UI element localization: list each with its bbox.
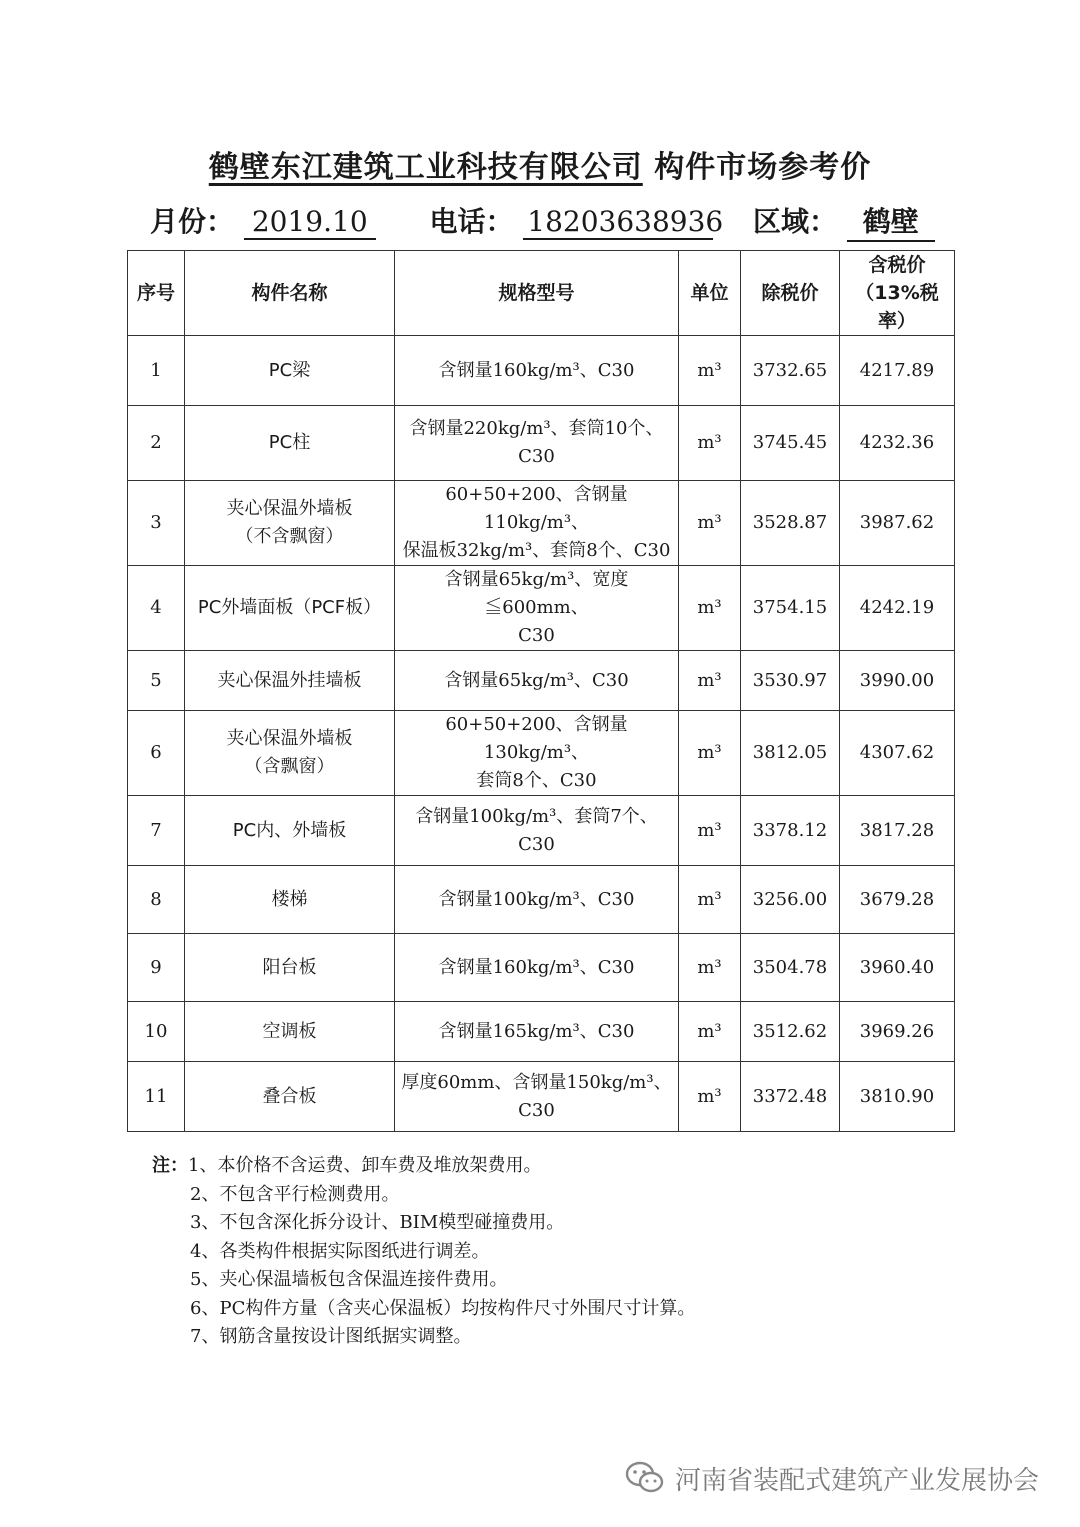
- row-name-line1: PC内、外墙板: [232, 819, 347, 841]
- row-spec-line1: 厚度60mm、含钢量150kg/m³、C30: [401, 1071, 672, 1121]
- watermark: [625, 1458, 1039, 1498]
- row-price-ex: [741, 1062, 840, 1132]
- row-unit-text: m³: [697, 359, 722, 381]
- row-unit: [679, 651, 741, 711]
- meta-line: [150, 200, 950, 242]
- month-value: 2019.10: [244, 205, 376, 240]
- row-no-text: 7: [150, 819, 162, 841]
- row-price-ex-text: 3530.97: [752, 669, 828, 691]
- row-no: [128, 796, 185, 866]
- row-price-ex: [741, 1002, 840, 1062]
- note-item: 5、夹心保温墙板包含保温连接件费用。: [190, 1269, 508, 1290]
- row-no: [128, 1062, 185, 1132]
- row-price-ex: [741, 481, 840, 566]
- row-spec-line1: 60+50+200、含钢量130kg/m³、: [445, 714, 628, 763]
- note-item: 2、不包含平行检测费用。: [190, 1183, 400, 1205]
- row-name: [185, 796, 395, 866]
- row-price-ex-text: 3504.78: [752, 956, 828, 978]
- row-price-inc-text: 4217.89: [859, 359, 935, 381]
- row-name-line1: PC梁: [268, 359, 311, 381]
- row-price-ex-text: 3512.62: [752, 1020, 828, 1042]
- row-price-inc-text: 3960.40: [859, 956, 935, 978]
- table-header-row: [128, 251, 955, 336]
- row-price-inc-text: 4242.19: [859, 597, 935, 618]
- header-price-inc: [840, 251, 955, 336]
- row-unit: [679, 711, 741, 796]
- row-no-text: 3: [150, 512, 162, 533]
- row-spec-line1: 含钢量160kg/m³、C30: [438, 956, 635, 978]
- row-price-ex: [741, 866, 840, 934]
- header-price-inc-line2: （13%税率）: [855, 282, 939, 332]
- row-price-ex-text: 3745.45: [752, 432, 828, 453]
- row-price-inc: [840, 566, 955, 651]
- table-row: [128, 566, 955, 651]
- row-price-inc-text: 3990.00: [859, 669, 935, 691]
- row-no-text: 8: [150, 888, 162, 910]
- row-spec-line2: C30: [518, 446, 555, 467]
- row-price-inc-text: 3679.28: [859, 888, 935, 910]
- row-name: [185, 1062, 395, 1132]
- row-unit-text: m³: [697, 819, 722, 841]
- row-no-text: 10: [144, 1020, 168, 1042]
- row-no-text: 6: [150, 742, 162, 763]
- row-price-ex-text: 3732.65: [752, 359, 828, 381]
- notes-label: 注：: [152, 1155, 188, 1176]
- row-price-ex: [741, 796, 840, 866]
- row-price-inc: [840, 866, 955, 934]
- row-unit: [679, 796, 741, 866]
- row-price-ex-text: 3378.12: [752, 819, 828, 841]
- company-name: 鹤壁东江建筑工业科技有限公司: [208, 150, 643, 185]
- row-unit: [679, 406, 741, 481]
- note-item: 7、钢筋含量按设计图纸据实调整。: [190, 1326, 472, 1347]
- row-unit: [679, 336, 741, 406]
- row-no: [128, 934, 185, 1002]
- row-name: [185, 711, 395, 796]
- row-spec-line1: 含钢量100kg/m³、套筒7个、: [415, 805, 658, 827]
- row-spec-line1: 含钢量165kg/m³、C30: [438, 1020, 635, 1042]
- table-row: [128, 934, 955, 1002]
- row-price-ex: [741, 406, 840, 481]
- table-row: [128, 651, 955, 711]
- row-spec: [395, 934, 679, 1002]
- row-no-text: 1: [150, 359, 162, 381]
- row-no-text: 5: [150, 669, 162, 691]
- row-name-line1: PC柱: [268, 432, 311, 453]
- row-spec-line1: 含钢量65kg/m³、C30: [444, 669, 629, 691]
- row-unit: [679, 1062, 741, 1132]
- row-spec-line2: 套筒8个、C30: [476, 770, 597, 791]
- note-item: 6、PC构件方量（含夹心保温板）均按构件尺寸外围尺寸计算。: [190, 1297, 696, 1319]
- row-no: [128, 651, 185, 711]
- row-spec-line1: 含钢量220kg/m³、套筒10个、: [409, 418, 664, 439]
- note-item: 4、各类构件根据实际图纸进行调差。: [190, 1240, 490, 1262]
- row-no-text: 11: [144, 1085, 168, 1107]
- row-unit-text: m³: [697, 512, 722, 533]
- row-unit-text: m³: [697, 432, 722, 453]
- row-name: [185, 481, 395, 566]
- month-label: 月份：: [150, 205, 235, 238]
- row-unit: [679, 866, 741, 934]
- row-unit-text: m³: [697, 956, 722, 978]
- row-unit-text: m³: [697, 1020, 722, 1042]
- row-price-ex-text: 3528.87: [752, 512, 828, 533]
- row-spec: [395, 1002, 679, 1062]
- row-spec: [395, 711, 679, 796]
- document-title: [0, 142, 1080, 186]
- row-name-line1: 阳台板: [262, 956, 317, 978]
- row-unit: [679, 481, 741, 566]
- row-price-inc-text: 3817.28: [859, 819, 935, 841]
- row-name-line1: 楼梯: [271, 888, 308, 910]
- table-row: [128, 796, 955, 866]
- row-name-line1: 叠合板: [262, 1085, 317, 1107]
- row-price-inc-text: 3987.62: [859, 512, 935, 533]
- table-row: [128, 336, 955, 406]
- row-unit-text: m³: [697, 597, 722, 618]
- header-no: 序号: [128, 251, 185, 336]
- row-name: [185, 1002, 395, 1062]
- row-price-ex: [741, 934, 840, 1002]
- row-no: [128, 336, 185, 406]
- header-price-inc-line1: 含税价: [868, 254, 926, 276]
- row-price-inc: [840, 711, 955, 796]
- row-price-ex: [741, 651, 840, 711]
- row-spec-line1: 含钢量100kg/m³、C30: [438, 888, 635, 910]
- row-name: [185, 336, 395, 406]
- row-unit-text: m³: [697, 669, 722, 691]
- note-item: 1、本价格不含运费、卸车费及堆放架费用。: [188, 1155, 542, 1176]
- row-price-inc: [840, 651, 955, 711]
- table-row: [128, 1002, 955, 1062]
- row-spec-line2: 保温板32kg/m³、套筒8个、C30: [402, 540, 671, 561]
- row-name-line1: PC外墙面板（PCF板）: [197, 597, 382, 618]
- row-price-ex-text: 3372.48: [752, 1085, 828, 1107]
- row-price-ex-text: 3812.05: [752, 742, 828, 763]
- row-name: [185, 651, 395, 711]
- row-no: [128, 566, 185, 651]
- header-name: 构件名称: [185, 251, 395, 336]
- region-value: 鹤壁: [847, 200, 935, 242]
- row-price-inc: [840, 1002, 955, 1062]
- row-spec: [395, 796, 679, 866]
- phone-value: 18203638936: [523, 205, 713, 240]
- row-no: [128, 406, 185, 481]
- row-price-inc: [840, 481, 955, 566]
- watermark-text: 河南省装配式建筑产业发展协会: [675, 1465, 1040, 1496]
- row-price-inc: [840, 934, 955, 1002]
- row-unit-text: m³: [697, 1085, 722, 1107]
- row-price-ex-text: 3754.15: [752, 597, 828, 618]
- row-no-text: 9: [150, 956, 162, 978]
- row-name-line1: 空调板: [262, 1020, 317, 1042]
- row-price-inc: [840, 336, 955, 406]
- row-spec: [395, 566, 679, 651]
- row-name-line2: （含飘窗）: [244, 756, 335, 777]
- header-spec: 规格型号: [395, 251, 679, 336]
- row-name: [185, 566, 395, 651]
- row-spec: [395, 651, 679, 711]
- notes: [152, 1152, 932, 1352]
- row-spec-line1: 含钢量65kg/m³、宽度≦600mm、: [444, 569, 629, 618]
- row-unit-text: m³: [697, 888, 722, 910]
- row-price-inc: [840, 1062, 955, 1132]
- region-label: 区域：: [753, 205, 838, 238]
- header-unit: 单位: [679, 251, 741, 336]
- row-spec: [395, 336, 679, 406]
- row-price-ex: [741, 711, 840, 796]
- row-price-inc-text: 3810.90: [859, 1085, 935, 1107]
- row-spec: [395, 1062, 679, 1132]
- row-unit: [679, 566, 741, 651]
- row-spec-line2: C30: [518, 625, 555, 646]
- table-row: [128, 711, 955, 796]
- row-price-ex: [741, 336, 840, 406]
- row-unit-text: m³: [697, 742, 722, 763]
- row-no: [128, 711, 185, 796]
- row-price-inc: [840, 796, 955, 866]
- table-row: [128, 866, 955, 934]
- row-name-line1: 夹心保温外墙板: [226, 728, 353, 749]
- note-item: 3、不包含深化拆分设计、BIM模型碰撞费用。: [190, 1212, 565, 1233]
- wechat-icon: [625, 1461, 665, 1495]
- table-row: [128, 1062, 955, 1132]
- header-price-ex: 除税价: [741, 251, 840, 336]
- row-no: [128, 481, 185, 566]
- row-spec: [395, 866, 679, 934]
- row-name-line1: 夹心保温外挂墙板: [217, 669, 362, 691]
- row-price-inc-text: 4232.36: [859, 432, 935, 453]
- row-no: [128, 866, 185, 934]
- row-name-line2: （不含飘窗）: [235, 526, 344, 547]
- row-price-inc-text: 3969.26: [859, 1020, 935, 1042]
- row-spec: [395, 406, 679, 481]
- row-name: [185, 866, 395, 934]
- row-no-text: 4: [150, 597, 162, 618]
- row-price-inc: [840, 406, 955, 481]
- row-unit: [679, 1002, 741, 1062]
- row-price-ex-text: 3256.00: [752, 888, 828, 910]
- table-row: [128, 481, 955, 566]
- row-spec-line1: 含钢量160kg/m³、C30: [438, 359, 635, 381]
- row-name-line1: 夹心保温外墙板: [226, 498, 353, 519]
- row-price-ex: [741, 566, 840, 651]
- price-table: [127, 250, 955, 1132]
- phone-label: 电话：: [429, 205, 514, 238]
- row-spec: [395, 481, 679, 566]
- row-name: [185, 934, 395, 1002]
- note-line-1: [152, 1152, 932, 1181]
- row-no: [128, 1002, 185, 1062]
- row-price-inc-text: 4307.62: [859, 742, 935, 763]
- row-unit: [679, 934, 741, 1002]
- row-spec-line2: C30: [518, 833, 555, 855]
- row-no-text: 2: [150, 432, 162, 453]
- row-name: [185, 406, 395, 481]
- title-suffix: 构件市场参考价: [654, 150, 872, 185]
- table-row: [128, 406, 955, 481]
- row-spec-line1: 60+50+200、含钢量110kg/m³、: [445, 484, 628, 533]
